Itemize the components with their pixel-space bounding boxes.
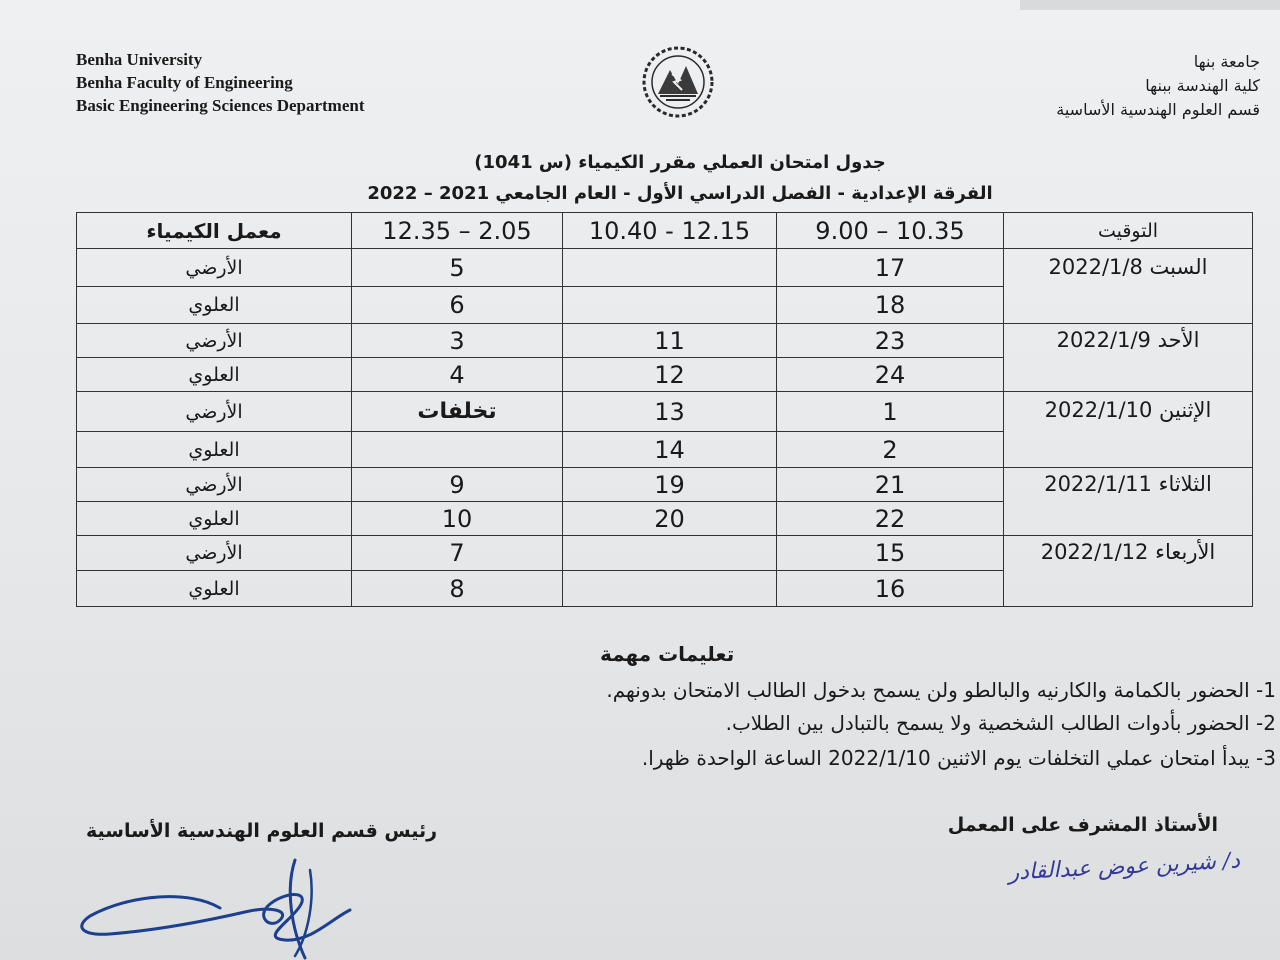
instruction-item: 1- الحضور بالكمامة والكارنيه والبالطو ولن يسمح بدخول الطالب الامتحان بدونهم. — [606, 678, 1276, 702]
paper-fold-shadow — [1020, 0, 1280, 10]
lab-cell: الأرضي — [77, 536, 352, 571]
header-slot1: 9.00 – 10.35 — [777, 213, 1004, 249]
slot3-cell: 5 — [352, 249, 563, 287]
header-slot3: 12.35 – 2.05 — [352, 213, 563, 249]
university-seal-icon — [636, 44, 720, 120]
slot2-cell — [563, 249, 777, 287]
lab-cell: العلوي — [77, 287, 352, 324]
slot1-cell: 17 — [777, 249, 1004, 287]
table-row — [77, 324, 1253, 358]
slot2-cell: 11 — [563, 324, 777, 358]
lab-cell: الأرضي — [77, 392, 352, 432]
slot1-cell: 24 — [777, 358, 1004, 392]
slot3-cell: 10 — [352, 502, 563, 536]
slot3-cell: 3 — [352, 324, 563, 358]
slot1-cell: 16 — [777, 571, 1004, 607]
header-en-line: Basic Engineering Sciences Department — [76, 96, 365, 115]
day-cell: الأحد 2022/1/9 — [1004, 324, 1253, 392]
slot3-cell: 4 — [352, 358, 563, 392]
slot1-cell: 1 — [777, 392, 1004, 432]
slot1-cell: 2 — [777, 432, 1004, 468]
slot3-cell: 7 — [352, 536, 563, 571]
header-en-line: Benha Faculty of Engineering — [76, 73, 293, 92]
slot2-cell — [563, 536, 777, 571]
day-cell: الثلاثاء 2022/1/11 — [1004, 468, 1253, 536]
slot1-cell: 15 — [777, 536, 1004, 571]
slot1-cell: 18 — [777, 287, 1004, 324]
header-timing: التوقيت — [1004, 213, 1253, 249]
supervisor-handwritten-name: د/ شيرين عوض عبدالقادر — [1007, 848, 1241, 886]
lab-cell: الأرضي — [77, 249, 352, 287]
day-cell: الإثنين 2022/1/10 — [1004, 392, 1253, 468]
header-ar-line: جامعة بنها — [1193, 52, 1260, 71]
slot1-cell: 22 — [777, 502, 1004, 536]
table-row — [77, 249, 1253, 287]
slot2-cell — [563, 571, 777, 607]
table-row — [77, 468, 1253, 502]
document-subtitle: الفرقة الإعدادية - الفصل الدراسي الأول - العام الجامعي 2021 – 2022 — [367, 183, 993, 204]
lab-cell: العلوي — [77, 502, 352, 536]
slot1-cell: 23 — [777, 324, 1004, 358]
document-title: جدول امتحان العملي مقرر الكيمياء (س 1041) — [474, 152, 886, 173]
instruction-item: 2- الحضور بأدوات الطالب الشخصية ولا يسمح بالتبادل بين الطلاب. — [725, 711, 1276, 735]
header-arabic — [1056, 50, 1260, 122]
slot3-cell: 6 — [352, 287, 563, 324]
instruction-item: 3- يبدأ امتحان عملي التخلفات يوم الاثنين 2022/1/10 الساعة الواحدة ظهرا. — [641, 746, 1276, 770]
header-ar-line: قسم العلوم الهندسية الأساسية — [1056, 100, 1260, 119]
table-header-row — [77, 213, 1253, 249]
slot2-cell: 19 — [563, 468, 777, 502]
header-english — [76, 48, 365, 117]
slot2-cell — [563, 287, 777, 324]
slot2-cell: 12 — [563, 358, 777, 392]
signature-title-department-head: رئيس قسم العلوم الهندسية الأساسية — [86, 820, 438, 842]
slot3-cell: 9 — [352, 468, 563, 502]
lab-cell: الأرضي — [77, 468, 352, 502]
handwritten-name — [950, 850, 1240, 900]
header-slot2: 10.40 - 12.15 — [563, 213, 777, 249]
handwritten-signature-icon — [70, 850, 370, 960]
slot2-cell: 14 — [563, 432, 777, 468]
slot2-cell: 20 — [563, 502, 777, 536]
exam-schedule-table — [76, 212, 1253, 607]
lab-cell: العلوي — [77, 571, 352, 607]
instructions-title: تعليمات مهمة — [600, 642, 735, 666]
day-cell: السبت 2022/1/8 — [1004, 249, 1253, 324]
slot1-cell: 21 — [777, 468, 1004, 502]
signature-title-lab-supervisor: الأستاذ المشرف على المعمل — [947, 814, 1218, 836]
header-lab: معمل الكيمياء — [77, 213, 352, 249]
table-row — [77, 536, 1253, 571]
slot2-cell: 13 — [563, 392, 777, 432]
slot3-cell — [352, 432, 563, 468]
table-row — [77, 392, 1253, 432]
day-cell: الأربعاء 2022/1/12 — [1004, 536, 1253, 607]
lab-cell: الأرضي — [77, 324, 352, 358]
header-en-line: Benha University — [76, 50, 203, 69]
lab-cell: العلوي — [77, 358, 352, 392]
slot3-cell: تخلفات — [352, 392, 563, 432]
slot3-cell: 8 — [352, 571, 563, 607]
lab-cell: العلوي — [77, 432, 352, 468]
header-ar-line: كلية الهندسة ببنها — [1145, 76, 1260, 95]
